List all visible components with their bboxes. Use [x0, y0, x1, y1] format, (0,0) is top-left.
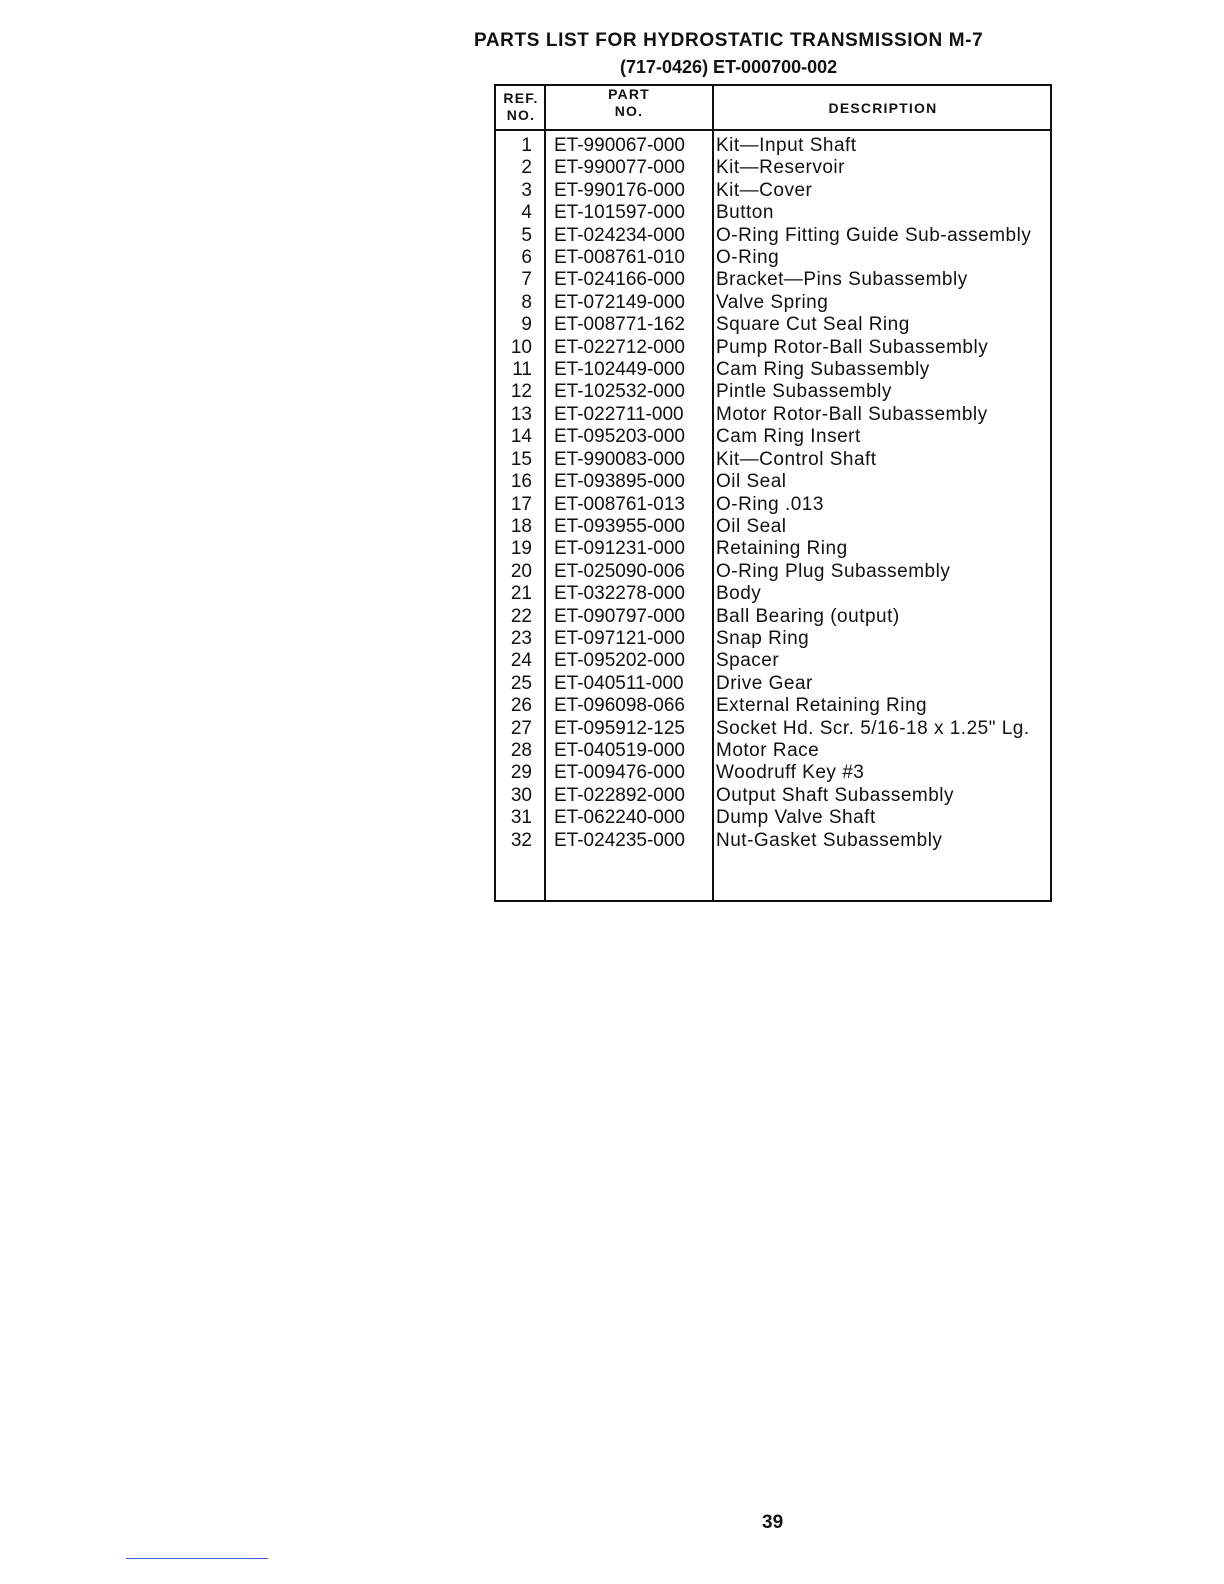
table-row — [496, 628, 1050, 650]
ref-number: 4 — [521, 202, 532, 224]
table-row — [496, 135, 1050, 157]
ref-number: 12 — [510, 381, 532, 403]
description: Pump Rotor-Ball Subassembly — [716, 336, 989, 358]
part-number: ET-990176-000 — [554, 179, 685, 201]
table-row — [496, 538, 1050, 560]
table-row — [496, 426, 1050, 448]
description: Kit—Reservoir — [716, 157, 845, 179]
part-number: ET-093895-000 — [554, 471, 685, 493]
ref-number: 15 — [510, 448, 532, 470]
table-row — [496, 650, 1050, 672]
ref-number: 10 — [510, 336, 532, 358]
ref-number: 22 — [510, 605, 532, 627]
part-number: ET-096098-066 — [554, 695, 685, 717]
table-row — [496, 695, 1050, 717]
header-part-line2: NO. — [614, 103, 644, 119]
table-row — [496, 740, 1050, 762]
description: Button — [716, 202, 774, 224]
description: Kit—Control Shaft — [716, 448, 877, 470]
table-row — [496, 269, 1050, 291]
description: Body — [716, 583, 762, 605]
ref-number: 23 — [510, 627, 532, 649]
ref-number: 30 — [510, 784, 532, 806]
description: Valve Spring — [716, 291, 829, 313]
table-row — [496, 561, 1050, 583]
table-row — [496, 785, 1050, 807]
ref-number: 2 — [521, 157, 532, 179]
part-number: ET-024166-000 — [554, 269, 685, 291]
part-number: ET-090797-000 — [554, 605, 685, 627]
table-row — [496, 381, 1050, 403]
table-row — [496, 830, 1050, 852]
description: Ball Bearing (output) — [716, 605, 900, 627]
table-row — [496, 718, 1050, 740]
table-body — [496, 135, 1050, 852]
footer-divider — [126, 1558, 268, 1559]
table-row — [496, 337, 1050, 359]
part-number: ET-032278-000 — [554, 583, 685, 605]
description: Spacer — [716, 650, 780, 672]
ref-number: 1 — [521, 135, 532, 156]
description: Oil Seal — [716, 471, 787, 493]
ref-number: 11 — [512, 359, 532, 381]
part-number: ET-095912-125 — [554, 717, 685, 739]
part-number: ET-008761-010 — [554, 247, 685, 269]
part-number: ET-040511-000 — [554, 672, 684, 694]
description: Snap Ring — [716, 627, 810, 649]
ref-number: 28 — [510, 739, 532, 761]
description: Dump Valve Shaft — [716, 807, 876, 829]
part-number: ET-072149-000 — [554, 291, 685, 313]
table-row — [496, 762, 1050, 784]
header-divider — [496, 129, 1050, 131]
description: Woodruff Key #3 — [716, 762, 865, 784]
description: Cam Ring Insert — [716, 426, 861, 448]
part-number: ET-101597-000 — [554, 202, 685, 224]
part-number: ET-024234-000 — [554, 224, 685, 246]
part-number: ET-091231-000 — [554, 538, 685, 560]
table-row — [496, 180, 1050, 202]
parts-table — [494, 84, 1052, 902]
description: Output Shaft Subassembly — [716, 784, 955, 806]
table-row — [496, 225, 1050, 247]
description: Kit—Cover — [716, 179, 813, 201]
description: O-Ring — [716, 247, 780, 269]
part-number: ET-008771-162 — [554, 314, 685, 336]
part-number: ET-990067-000 — [554, 135, 685, 156]
ref-number: 7 — [521, 269, 532, 291]
description: Nut-Gasket Subassembly — [716, 829, 943, 851]
description: Motor Race — [716, 739, 820, 761]
table-row — [496, 673, 1050, 695]
ref-number: 21 — [510, 583, 532, 605]
part-number: ET-022711-000 — [554, 403, 684, 425]
page-number: 39 — [762, 1512, 784, 1533]
part-number: ET-102449-000 — [554, 359, 685, 381]
table-row — [496, 292, 1050, 314]
ref-number: 8 — [521, 291, 532, 313]
ref-number: 24 — [510, 650, 532, 672]
header-description: DESCRIPTION — [828, 100, 938, 116]
description: External Retaining Ring — [716, 695, 928, 717]
ref-number: 5 — [521, 224, 532, 246]
part-number: ET-095202-000 — [554, 650, 685, 672]
part-number: ET-990077-000 — [554, 157, 685, 179]
part-number: ET-095203-000 — [554, 426, 685, 448]
description: Cam Ring Subassembly — [716, 359, 930, 381]
header-ref-no — [498, 90, 544, 124]
ref-number: 19 — [510, 538, 532, 560]
description: Square Cut Seal Ring — [716, 314, 910, 336]
ref-number: 25 — [510, 672, 532, 694]
description: Motor Rotor-Ball Subassembly — [716, 403, 988, 425]
table-row — [496, 359, 1050, 381]
part-number: ET-102532-000 — [554, 381, 685, 403]
header-part-no — [546, 86, 712, 120]
part-number: ET-024235-000 — [554, 829, 685, 851]
description: O-Ring Plug Subassembly — [716, 560, 951, 582]
ref-number: 27 — [510, 717, 532, 739]
description: O-Ring .013 — [716, 493, 824, 515]
part-number: ET-062240-000 — [554, 807, 685, 829]
ref-number: 9 — [521, 314, 532, 336]
part-number: ET-022892-000 — [554, 784, 685, 806]
description: Bracket—Pins Subassembly — [716, 269, 968, 291]
table-row — [496, 404, 1050, 426]
table-row — [496, 606, 1050, 628]
ref-number: 18 — [510, 515, 532, 537]
table-row — [496, 314, 1050, 336]
ref-number: 6 — [521, 247, 532, 269]
table-row — [496, 202, 1050, 224]
ref-number: 26 — [510, 695, 532, 717]
header-part-line1: PART — [608, 86, 650, 102]
description: Drive Gear — [716, 672, 813, 694]
ref-number: 29 — [510, 762, 532, 784]
page-subtitle: (717-0426) ET-000700-002 — [620, 57, 838, 77]
part-number: ET-040519-000 — [554, 739, 685, 761]
page-title: PARTS LIST FOR HYDROSTATIC TRANSMISSION M-7 — [474, 30, 984, 51]
part-number: ET-009476-000 — [554, 762, 685, 784]
description: Socket Hd. Scr. 5/16-18 x 1.25" Lg. — [716, 717, 1030, 739]
ref-number: 14 — [510, 426, 532, 448]
ref-number: 3 — [521, 179, 532, 201]
table-row — [496, 583, 1050, 605]
table-row — [496, 449, 1050, 471]
table-row — [496, 807, 1050, 829]
part-number: ET-025090-006 — [554, 560, 685, 582]
table-row — [496, 247, 1050, 269]
header-ref-line2: NO. — [506, 107, 536, 123]
description: Pintle Subassembly — [716, 381, 892, 403]
description: O-Ring Fitting Guide Sub-assembly — [716, 224, 1032, 246]
ref-number: 13 — [510, 403, 532, 425]
ref-number: 31 — [510, 807, 532, 829]
table-row — [496, 471, 1050, 493]
ref-number: 32 — [510, 829, 532, 851]
part-number: ET-990083-000 — [554, 448, 685, 470]
ref-number: 16 — [510, 471, 532, 493]
table-row — [496, 157, 1050, 179]
description: Kit—Input Shaft — [716, 135, 857, 156]
part-number: ET-008761-013 — [554, 493, 685, 515]
header-ref-line1: REF. — [503, 90, 539, 106]
part-number: ET-093955-000 — [554, 515, 685, 537]
table-row — [496, 516, 1050, 538]
ref-number: 20 — [510, 560, 532, 582]
part-number: ET-097121-000 — [554, 627, 685, 649]
table-row — [496, 494, 1050, 516]
ref-number: 17 — [510, 493, 532, 515]
part-number: ET-022712-000 — [554, 336, 685, 358]
description: Retaining Ring — [716, 538, 848, 560]
description: Oil Seal — [716, 515, 787, 537]
